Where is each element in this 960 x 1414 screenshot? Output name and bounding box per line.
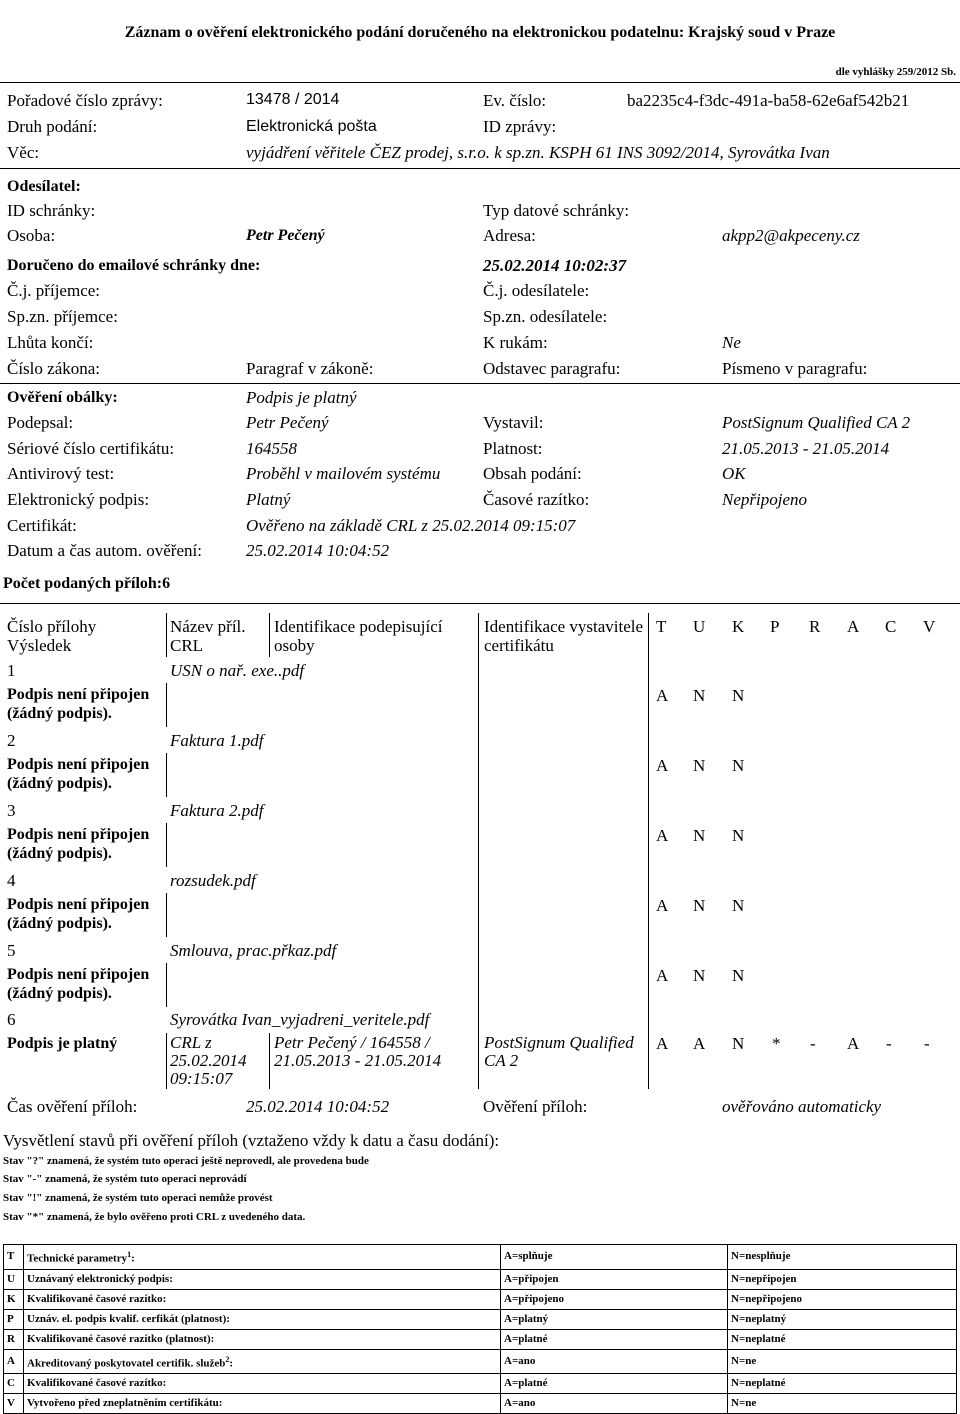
flag-a: A — [847, 617, 860, 636]
legend-name-text: Akreditovaný poskytovatel certifik. služeb — [27, 1357, 226, 1370]
ev-number-value: ba2235c4-f3dc-491a-ba58-62e6af542b21 — [627, 91, 910, 110]
legend-row — [4, 1269, 957, 1289]
recipient-ref-label: Č.j. příjemce: — [7, 281, 101, 300]
explanation-line: Stav "*" znamená, že bylo ověřeno proti CRL z uvedeného data. — [3, 1211, 306, 1223]
legend-row — [4, 1289, 957, 1309]
legend-no: N=neplatný — [728, 1309, 957, 1329]
legend-name-text: Technické parametry — [27, 1252, 128, 1265]
explanation-line: Stav "!" znamená, že systém tuto operaci nemůže provést — [3, 1192, 273, 1204]
legend-name: Vytvořeno před zneplatněním certifikátu: — [24, 1394, 501, 1414]
hands-label: K rukám: — [483, 333, 548, 352]
legend-name: Kvalifikované časové razítko: — [24, 1374, 501, 1394]
legend-key: R — [4, 1329, 24, 1349]
legend-name: Technické parametry$^1$: — [24, 1245, 501, 1270]
legend-yes: A=platný — [501, 1309, 728, 1329]
attachment-name: Faktura 2.pdf — [170, 801, 264, 820]
attachment-result: Podpis není připojen (žádný podpis). — [7, 966, 150, 1002]
code-k: N — [732, 686, 745, 705]
submission-type-label: Druh podání: — [7, 117, 98, 136]
validity-label: Platnost: — [483, 439, 543, 458]
attachment-name: USN o nař. exe..pdf — [170, 661, 305, 680]
subsection-label: Odstavec paragrafu: — [483, 359, 621, 378]
col-result: Výsledek — [7, 636, 72, 655]
attachments-verify-value: ověřováno automaticky — [722, 1097, 882, 1116]
attachment-count: Počet podaných příloh:6 — [3, 575, 171, 592]
sender-file-label: Sp.zn. odesílatele: — [483, 307, 608, 326]
submission-type-value: Elektronická pošta — [246, 118, 377, 135]
attachment-crl: CRL z 25.02.2014 09:15:07 — [170, 1033, 247, 1088]
code-u: N — [693, 686, 706, 705]
attachments-verify-label: Ověření příloh: — [483, 1097, 588, 1116]
address-value: akpp2@akpeceny.cz — [722, 226, 860, 245]
code-k: N — [732, 966, 745, 985]
code-t: A — [656, 826, 669, 845]
letter-label: Písmeno v paragrafu: — [722, 359, 868, 378]
timestamp-label: Časové razítko: — [483, 490, 590, 509]
code-k: N — [732, 896, 745, 915]
code-u: N — [693, 756, 706, 775]
paragraph-label: Paragraf v zákoně: — [246, 359, 374, 378]
attachments-time-value: 25.02.2014 10:04:52 — [246, 1097, 390, 1116]
flag-t: T — [656, 617, 667, 636]
explanation-heading: Vysvětlení stavů při ověření příloh (vztaženo vždy k datu a času dodání): — [3, 1131, 500, 1150]
code-u: A — [693, 1034, 706, 1053]
attachment-result: Podpis není připojen (žádný podpis). — [7, 686, 150, 722]
legend-row — [4, 1245, 957, 1270]
antivirus-value: Proběhl v mailovém systému — [246, 464, 441, 483]
attachment-number: 5 — [7, 941, 16, 960]
legend-footnote: 1 — [127, 1250, 132, 1259]
hands-value: Ne — [722, 333, 741, 352]
esignature-value: Platný — [246, 490, 291, 509]
attachment-result: Podpis není připojen (žádný podpis). — [7, 896, 150, 932]
legend-no: N=ne — [728, 1394, 957, 1414]
attachment-result: Podpis není připojen (žádný podpis). — [7, 826, 150, 862]
legend-key: U — [4, 1269, 24, 1289]
signed-value: Petr Pečený — [246, 413, 329, 432]
regulation-note: dle vyhlášky 259/2012 Sb. — [835, 66, 956, 78]
legend-key: P — [4, 1309, 24, 1329]
legend-row — [4, 1349, 957, 1374]
order-number-label: Pořadové číslo zprávy: — [7, 91, 163, 110]
legend-yes: A=připojeno — [501, 1289, 728, 1309]
code-t: A — [656, 686, 669, 705]
attachment-number: 6 — [7, 1010, 16, 1029]
code-k: N — [732, 1034, 745, 1053]
envelope-status: Podpis je platný — [246, 388, 357, 407]
attachment-number: 1 — [7, 661, 16, 680]
legend-name: Uznáv. el. podpis kvalif. cerfikát (platnost): — [24, 1309, 501, 1329]
col-attachment-number: Číslo přílohy — [7, 617, 97, 636]
legend-name: Akreditovaný poskytovatel certifik. služeb$^2$: — [24, 1349, 501, 1374]
deadline-label: Lhůta končí: — [7, 333, 94, 352]
box-id-label: ID schránky: — [7, 201, 96, 220]
legend-row — [4, 1394, 957, 1414]
explanation-line: Stav "?" znamená, že systém tuto operaci ještě neprovedl, ale provedena bude — [3, 1155, 369, 1167]
code-t: A — [656, 1034, 669, 1053]
legend-yes: A=platné — [501, 1329, 728, 1349]
divider — [0, 383, 960, 384]
legend-yes: A=ano — [501, 1394, 728, 1414]
attachment-number: 4 — [7, 871, 16, 890]
column-divider — [269, 613, 270, 657]
column-divider — [648, 613, 649, 1089]
column-divider — [478, 613, 479, 1089]
serial-label: Sériové číslo certifikátu: — [7, 439, 175, 458]
content-label: Obsah podání: — [483, 464, 582, 483]
legend-row — [4, 1329, 957, 1349]
legend-key: C — [4, 1374, 24, 1394]
code-k: N — [732, 756, 745, 775]
legend-footnote: 2 — [225, 1354, 230, 1364]
auto-verify-value: 25.02.2014 10:04:52 — [246, 541, 390, 560]
legend-no: N=nesplňuje — [728, 1245, 957, 1270]
sender-heading: Odesílatel: — [7, 178, 81, 195]
legend-yes: A=připojen — [501, 1269, 728, 1289]
attachment-issuer: PostSignum Qualified CA 2 — [484, 1033, 634, 1070]
code-k: N — [732, 826, 745, 845]
legend-name: Kvalifikované časové razítko: — [24, 1289, 501, 1309]
code-u: N — [693, 966, 706, 985]
code-t: A — [656, 756, 669, 775]
legend-row — [4, 1374, 957, 1394]
col-issuer: Identifikace vystavitele certifikátu — [484, 617, 644, 655]
explanation-line: Stav "-" znamená, že systém tuto operaci neprovádí — [3, 1173, 247, 1185]
issuer-value: PostSignum Qualified CA 2 — [722, 413, 911, 432]
report-title: Záznam o ověření elektronického podání doručeného na elektronickou podatelnu: Krajský soud v Praze — [124, 24, 836, 41]
col-name: Název příl. — [170, 617, 246, 636]
flag-k: K — [732, 617, 745, 636]
esignature-label: Elektronický podpis: — [7, 490, 150, 509]
sender-ref-label: Č.j. odesílatele: — [483, 281, 590, 300]
legend-key: T — [4, 1245, 24, 1270]
legend-no: N=neplatné — [728, 1374, 957, 1394]
certificate-value: Ověřeno na základě CRL z 25.02.2014 09:15:07 — [246, 516, 576, 535]
legend-no: N=neplatné — [728, 1329, 957, 1349]
envelope-heading: Ověření obálky: — [7, 389, 118, 406]
validity-value: 21.05.2013 - 21.05.2014 — [722, 439, 890, 458]
attachment-name: Syrovátka Ivan_vyjadreni_veritele.pdf — [170, 1010, 430, 1029]
attachment-name: Smlouva, prac.přkaz.pdf — [170, 941, 337, 960]
attachment-number: 3 — [7, 801, 16, 820]
code-r: - — [810, 1034, 816, 1053]
ev-number-label: Ev. číslo: — [483, 91, 547, 110]
col-signer: Identifikace podepisující osoby — [274, 617, 443, 655]
legend-yes: A=splňuje — [501, 1245, 728, 1270]
legend-yes: A=ano — [501, 1349, 728, 1374]
attachment-result: Podpis je platný — [7, 1035, 118, 1052]
serial-value: 164558 — [246, 439, 297, 458]
legend-key: V — [4, 1394, 24, 1414]
antivirus-label: Antivirový test: — [7, 464, 115, 483]
certificate-label: Certifikát: — [7, 516, 77, 535]
person-label: Osoba: — [7, 226, 56, 245]
delivery-date: 25.02.2014 10:02:37 — [483, 256, 627, 275]
legend-row — [4, 1309, 957, 1329]
legend-no: N=nepřipojeno — [728, 1289, 957, 1309]
column-divider — [166, 613, 167, 657]
code-u: N — [693, 896, 706, 915]
law-label: Číslo zákona: — [7, 359, 101, 378]
flag-r: R — [809, 617, 821, 636]
attachments-time-label: Čas ověření příloh: — [7, 1097, 138, 1116]
legend-no: N=nepřipojen — [728, 1269, 957, 1289]
content-value: OK — [722, 464, 746, 483]
attachment-number: 2 — [7, 731, 16, 750]
flag-c: C — [885, 617, 897, 636]
flag-v: V — [923, 617, 936, 636]
divider — [0, 82, 960, 83]
signed-label: Podepsal: — [7, 413, 74, 432]
column-divider — [166, 1033, 167, 1089]
flag-p: P — [770, 617, 780, 636]
code-v: - — [924, 1034, 930, 1053]
column-divider — [269, 1033, 270, 1089]
legend-key: K — [4, 1289, 24, 1309]
attachment-signer: Petr Pečený / 164558 / 21.05.2013 - 21.05.2014 — [274, 1033, 442, 1070]
recipient-file-label: Sp.zn. příjemce: — [7, 307, 118, 326]
auto-verify-label: Datum a čas autom. ověření: — [7, 541, 202, 560]
attachment-result: Podpis není připojen (žádný podpis). — [7, 756, 150, 792]
legend-yes: A=platné — [501, 1374, 728, 1394]
address-label: Adresa: — [483, 226, 536, 245]
message-id-label: ID zprávy: — [483, 117, 557, 136]
code-p: * — [772, 1034, 781, 1053]
divider — [0, 168, 960, 169]
timestamp-value: Nepřipojeno — [722, 490, 807, 509]
divider — [0, 603, 960, 604]
delivery-heading: Doručeno do emailové schránky dne: — [7, 257, 261, 274]
legend-key: A — [4, 1349, 24, 1374]
issuer-label: Vystavil: — [483, 413, 544, 432]
attachment-name: rozsudek.pdf — [170, 871, 256, 890]
code-u: N — [693, 826, 706, 845]
code-a: A — [847, 1034, 860, 1053]
legend-no: N=ne — [728, 1349, 957, 1374]
subject-label: Věc: — [7, 143, 40, 162]
code-c: - — [886, 1034, 892, 1053]
order-number-value: 13478 / 2014 — [246, 91, 340, 108]
code-t: A — [656, 966, 669, 985]
col-crl: CRL — [170, 636, 204, 655]
box-type-label: Typ datové schránky: — [483, 201, 630, 220]
legend-name: Kvalifikované časové razítko (platnost): — [24, 1329, 501, 1349]
subject-value: vyjádření věřitele ČEZ prodej, s.r.o. k sp.zn. KSPH 61 INS 3092/2014, Syrovátka Ivan — [246, 143, 830, 162]
code-t: A — [656, 896, 669, 915]
legend-table — [3, 1244, 957, 1414]
legend-name: Uznávaný elektronický podpis: — [24, 1269, 501, 1289]
attachment-name: Faktura 1.pdf — [170, 731, 264, 750]
flag-u: U — [693, 617, 706, 636]
person-value: Petr Pečený — [246, 227, 325, 244]
